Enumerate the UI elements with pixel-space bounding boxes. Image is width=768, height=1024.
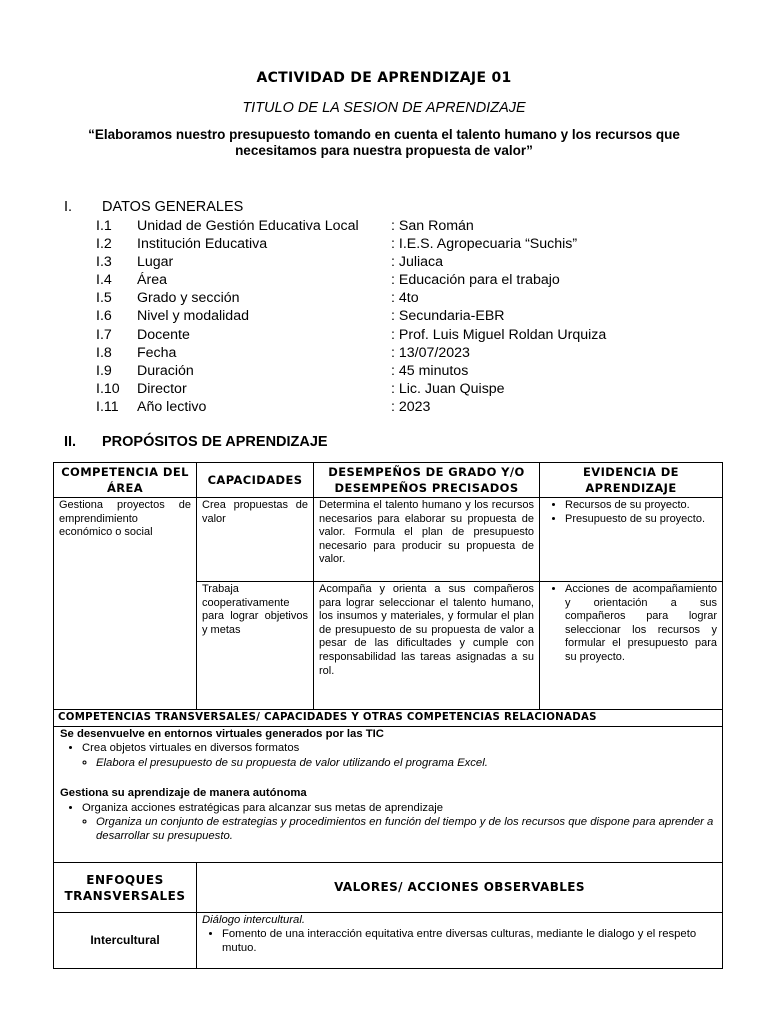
datos-generales-list (96, 217, 756, 416)
datos-row (96, 307, 756, 325)
section-2-title: PROPÓSITOS DE APRENDIZAJE (102, 434, 328, 450)
datos-num: I.6 (96, 308, 112, 325)
datos-num: I.3 (96, 254, 112, 271)
datos-num: I.8 (96, 344, 112, 361)
transversal-subitem: ◦ Elabora el presupuesto de su propuesta de valor utilizando el programa Excel. (96, 756, 716, 770)
datos-row (96, 217, 756, 235)
transversales-body-row (54, 727, 723, 863)
evidencia-cell (540, 498, 723, 582)
datos-label: Nivel y modalidad (137, 308, 249, 325)
transversal-subitem: ◦ Organiza un conjunto de estrategias y procedimientos en función del tiempo y de los recursos que dispone para aprender a desarrollar su presupuesto. (96, 815, 716, 844)
datos-row (96, 326, 756, 344)
transversal-title: Se desenvuelve en entornos virtuales generados por las TIC (60, 728, 384, 740)
datos-row (96, 235, 756, 253)
datos-num: I.7 (96, 326, 112, 343)
transversal-bullet: • Organiza acciones estratégicas para alcanzar sus metas de aprendizaje (82, 801, 716, 815)
datos-num: I.11 (96, 398, 119, 415)
capacidad-cell: Trabaja cooperativamente para lograr objetivos y metas (197, 582, 314, 710)
header-capacidades: CAPACIDADES (197, 463, 314, 498)
section-1-number: I. (64, 199, 73, 215)
evidencia-item: • Recursos de su proyecto. (565, 499, 717, 513)
datos-num: I.10 (96, 380, 120, 397)
section-1-title: DATOS GENERALES (102, 199, 244, 215)
activity-title: ACTIVIDAD DE APRENDIZAJE 01 (256, 70, 512, 86)
datos-value: : 4to (391, 290, 419, 307)
datos-num: I.4 (96, 272, 112, 289)
enfoque-name: Intercultural (54, 913, 197, 969)
enfoques-header-row (54, 863, 723, 913)
table-row (54, 498, 723, 582)
datos-row (96, 398, 756, 416)
datos-value: : I.E.S. Agropecuaria “Suchis” (391, 236, 578, 253)
evidencia-item: • Presupuesto de su proyecto. (565, 513, 717, 527)
datos-label: Unidad de Gestión Educativa Local (137, 218, 359, 234)
datos-value: : Prof. Luis Miguel Roldan Urquiza (391, 326, 607, 343)
datos-value: : Juliaca (391, 254, 444, 271)
datos-value: : Lic. Juan Quispe (391, 380, 505, 397)
datos-label: Grado y sección (137, 290, 240, 307)
datos-row (96, 362, 756, 380)
datos-num: I.1 (96, 218, 112, 234)
session-title: TITULO DE LA SESION DE APRENDIZAJE (242, 100, 526, 116)
transversales-header: COMPETENCIAS TRANSVERSALES/ CAPACIDADES Y OTRAS COMPETENCIAS RELACIONADAS (54, 710, 723, 727)
transversales-header-row (54, 710, 723, 727)
capacidad-cell: Crea propuestas de valor (197, 498, 314, 582)
table-header-row (54, 463, 723, 498)
datos-label: Año lectivo (137, 398, 207, 415)
datos-value: : 45 minutos (391, 362, 469, 379)
datos-label: Docente (137, 326, 190, 343)
session-quote: “Elaboramos nuestro presupuesto tomando en cuenta el talento humano y los recursos que necesitamos para nuestra propuesta de valor” (88, 127, 680, 158)
datos-label: Fecha (137, 344, 177, 361)
datos-label: Director (137, 380, 187, 397)
header-desempenos: DESEMPEÑOS DE GRADO Y/O DESEMPEÑOS PRECISADOS (314, 463, 540, 498)
datos-row (96, 344, 756, 362)
desempeno-cell: Determina el talento humano y los recursos necesarios para elaborar su propuesta de valor. Formula el plan de presupuesto necesario para producir su propuesta de valor. (314, 498, 540, 582)
competencia-cell: Gestiona proyectos de emprendimiento económico o social (54, 498, 197, 710)
propositos-table (53, 462, 723, 969)
datos-label: Área (137, 272, 167, 289)
valor-title: Diálogo intercultural. (202, 914, 305, 926)
datos-value: : 2023 (391, 398, 431, 415)
datos-num: I.2 (96, 236, 112, 253)
datos-row (96, 271, 756, 289)
datos-row (96, 289, 756, 307)
header-competencia: COMPETENCIA DEL ÁREA (54, 463, 197, 498)
desempeno-cell: Acompaña y orienta a sus compañeros para lograr seleccionar el talento humano, los insumos y materiales, y formular el plan de presupuesto de su propuesta de valor a pesar de las dificultades y cumple con responsabilidad las tareas asignadas a su rol. (314, 582, 540, 710)
datos-value: : San Román (391, 218, 474, 234)
datos-num: I.5 (96, 290, 112, 307)
accion-item: • Fomento de una interacción equitativa entre diversas culturas, mediante le dialogo y el respeto mutuo. (222, 927, 717, 955)
datos-num: I.9 (96, 362, 112, 379)
datos-value: : Secundaria-EBR (391, 308, 505, 325)
header-evidencia: EVIDENCIA DE APRENDIZAJE (540, 463, 723, 498)
section-2-number: II. (64, 434, 77, 450)
transversal-title: Gestiona su aprendizaje de manera autónoma (60, 787, 307, 800)
enfoque-valores-cell (197, 913, 723, 969)
enfoque-row (54, 913, 723, 969)
enfoques-header: ENFOQUES TRANSVERSALES (54, 863, 197, 913)
evidencia-cell (540, 582, 723, 710)
transversal-bullet: • Crea objetos virtuales en diversos formatos (82, 741, 716, 755)
datos-row (96, 380, 756, 398)
datos-value: : Educación para el trabajo (391, 272, 560, 289)
datos-row (96, 253, 756, 271)
datos-label: Institución Educativa (137, 236, 268, 253)
valores-header: VALORES/ ACCIONES OBSERVABLES (197, 863, 723, 913)
datos-label: Lugar (137, 254, 174, 271)
transversales-body (54, 727, 723, 863)
evidencia-item: • Acciones de acompañamiento y orientación a sus compañeros para lograr seleccionar los recursos y formular el presupuesto para su proyecto. (565, 583, 717, 665)
datos-label: Duración (137, 362, 194, 379)
datos-value: : 13/07/2023 (391, 344, 470, 361)
